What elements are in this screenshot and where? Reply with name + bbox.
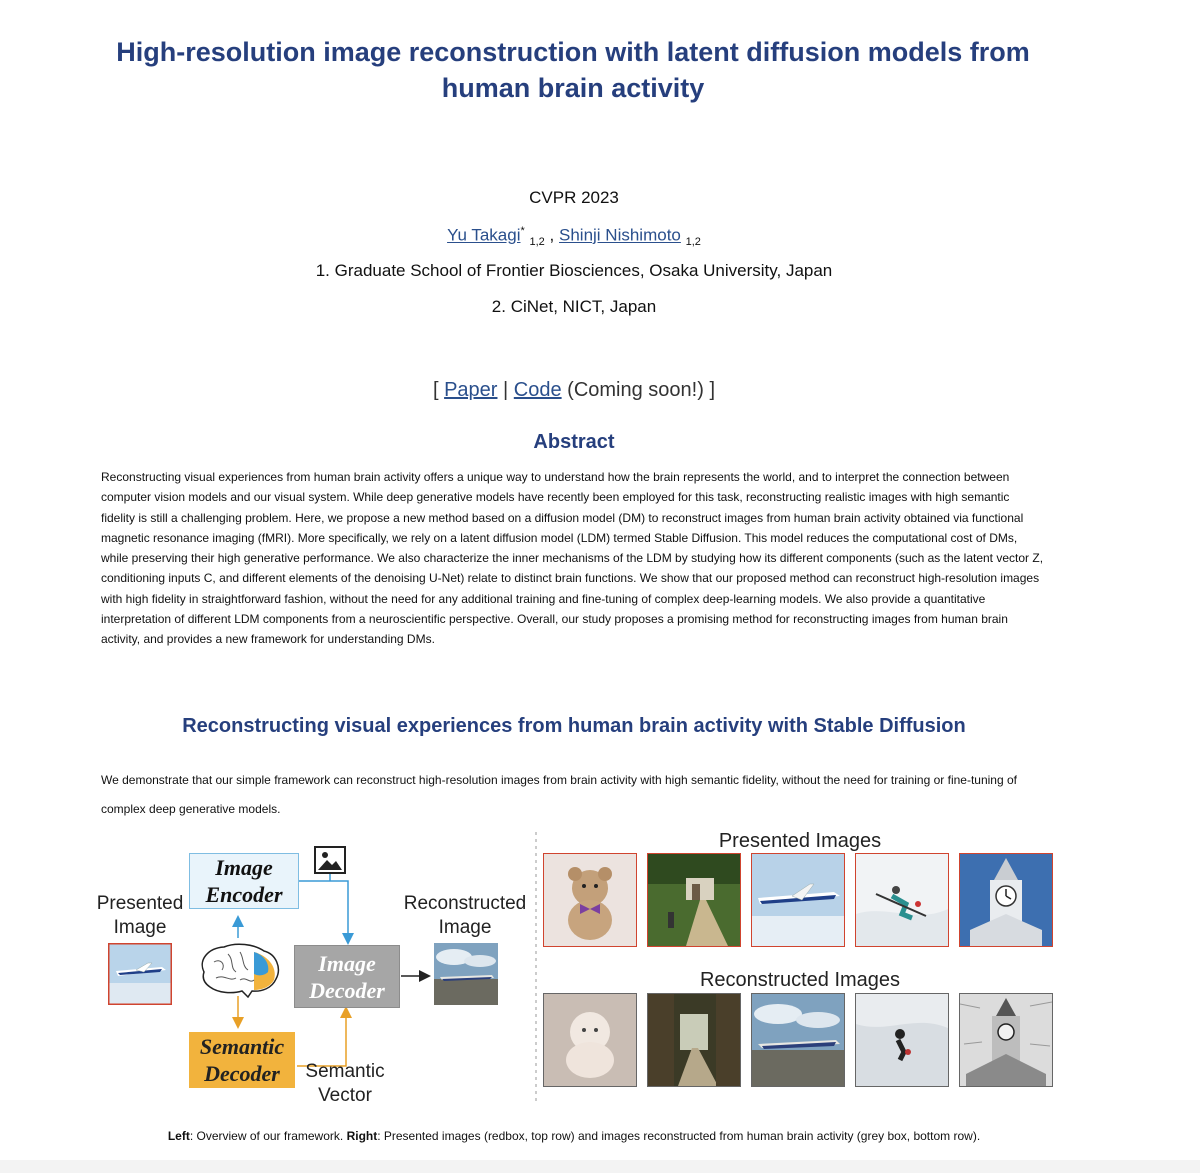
page-bottom-edge xyxy=(0,1160,1200,1173)
author-affil: 1,2 xyxy=(529,236,545,249)
figure-caption xyxy=(0,1129,1148,1143)
bracket-open: [ xyxy=(432,379,439,401)
presented-images-title: Presented Images xyxy=(718,830,882,852)
affiliation-2: 2. CiNet, NICT, Japan xyxy=(491,297,657,316)
author-link-nishimoto[interactable]: Shinji Nishimoto xyxy=(559,225,681,245)
reconstructed-image-path xyxy=(647,993,741,1087)
presented-image-teddy xyxy=(543,853,637,947)
image-encoder-box: Image Encoder xyxy=(189,853,299,909)
author-separator: , xyxy=(549,225,555,245)
reconstructed-image-label: Reconstructed Image xyxy=(403,893,527,938)
framework-figure xyxy=(90,826,1060,1116)
presented-image-airplane xyxy=(751,853,845,947)
code-link[interactable]: Code xyxy=(513,379,562,401)
image-icon xyxy=(314,846,346,874)
author-link-takagi[interactable]: Yu Takagi xyxy=(447,225,521,245)
arrow-semantic-to-decoder xyxy=(297,1009,346,1066)
reconstructed-image-airplane xyxy=(751,993,845,1087)
section-heading: Reconstructing visual experiences from human brain activity with Stable Diffusion xyxy=(182,715,966,737)
presented-image-skier xyxy=(855,853,949,947)
page-title: High-resolution image reconstruction with latent diffusion models from human brain activity xyxy=(116,37,1030,103)
arrow-encoder-to-decoder xyxy=(299,881,348,942)
caption-left-label: Left xyxy=(167,1129,190,1143)
resource-links xyxy=(0,379,1148,402)
presented-image-label: Presented Image xyxy=(96,893,184,938)
author-affil: 1,2 xyxy=(685,236,701,249)
caption-right-label: Right xyxy=(346,1129,378,1143)
presented-image-clocktower xyxy=(959,853,1053,947)
semantic-decoder-box: Semantic Decoder xyxy=(189,1032,295,1088)
caption-left-text: : Overview of our framework. xyxy=(189,1129,344,1143)
image-decoder-box: Image Decoder xyxy=(294,945,400,1008)
brain-icon xyxy=(196,942,282,998)
output-image-thumb xyxy=(434,943,498,1005)
reconstructed-image-clocktower xyxy=(959,993,1053,1087)
author-list xyxy=(0,225,1148,248)
reconstructed-images-title: Reconstructed Images xyxy=(699,969,901,991)
caption-right-text: : Presented images (redbox, top row) and images reconstructed from human brain activity (grey box, bottom row). xyxy=(377,1129,981,1143)
abstract-heading: Abstract xyxy=(533,431,615,453)
abstract-text: Reconstructing visual experiences from human brain activity offers a unique way to understand how the brain represents the world, and to interpret the connection between computer vision models and our visual system. While deep generative models have recently been employed for this task, reconstructing realistic images with high semantic fidelity is still a challenging problem. Here, we propose a new method based on a diffusion model (DM) to reconstruct images from human brain activity obtained via functional magnetic resonance imaging (fMRI). More specifically, we rely on a latent diffusion model (LDM) termed Stable Diffusion. This model reduces the computational cost of DMs, while preserving their high generative performance. We also characterize the inner mechanisms of the LDM by studying how its different components (such as the latent vector Z, conditioning inputs C, and different elements of the denoising U-Net) relate to distinct brain functions. We show that our proposed method can reconstruct high-resolution images with high fidelity in straightforward fashion, without the need for any additional training and fine-tuning of complex deep-learning models. We also provide a quantitative interpretation of different LDM components from a neuroscientific perspective. Overall, our study proposes a promising method for reconstructing images from human brain activity, and provides a new framework for understanding DMs. xyxy=(101,470,1044,647)
venue: CVPR 2023 xyxy=(529,188,619,207)
reconstructed-image-skier xyxy=(855,993,949,1087)
link-separator: | xyxy=(503,379,509,401)
section-text: We demonstrate that our simple framework can reconstruct high-resolution images from brain activity with high semantic fidelity, without the need for training or fine-tuning of complex deep generative models. xyxy=(101,773,1017,816)
presented-image-path xyxy=(647,853,741,947)
reconstructed-image-teddy xyxy=(543,993,637,1087)
code-note: (Coming soon!) xyxy=(567,379,704,401)
paper-link[interactable]: Paper xyxy=(444,379,498,401)
bracket-close: ] xyxy=(709,379,716,401)
affiliation-1: 1. Graduate School of Frontier Biosciences, Osaka University, Japan xyxy=(315,261,833,280)
input-image-thumb xyxy=(108,943,172,1005)
semantic-vector-label: Semantic Vector xyxy=(305,1061,385,1106)
corresponding-mark: * xyxy=(520,225,525,237)
